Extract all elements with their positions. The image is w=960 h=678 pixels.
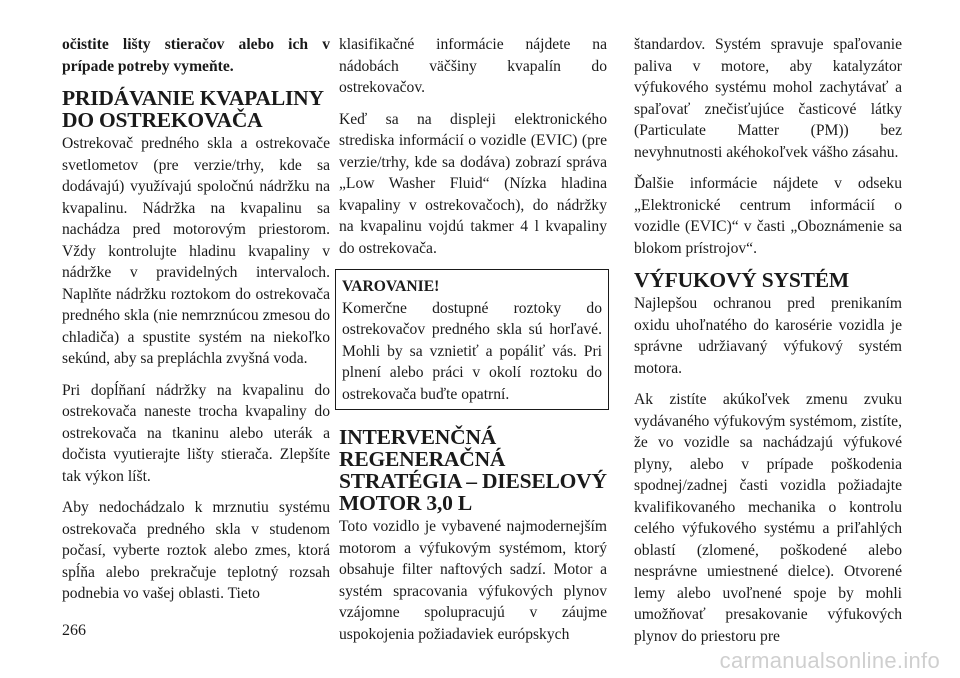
paragraph: Aby nedochádzalo k mrznutiu systému ostrekovača predného skla v studenom počasí, vyberte roztok alebo zmes, ktorá spĺňa alebo prekračuje teplotný rozsah podnebia vo vašej oblasti. Tieto: [62, 499, 330, 602]
paragraph: Ak zistíte akúkoľvek zmenu zvuku vydávaného výfukovým systémom, zistíte, že vo vozidle sa nachádzajú výfukové plyny, alebo v prípade poškodenia spodnej/zadnej časti vozidla požiadajte kvalifikovaného mechanika o kontrolu celého výfukového systému a priľahlých oblastí (zlomené, poškodené alebo nesprávne umiestnené dielce). Otvorené lemy alebo uvoľnené spoje by mohli umožňovať presakovanie výfukových plynov do priestoru pre: [634, 391, 902, 645]
paragraph: Ostrekovač predného skla a ostrekovače svetlometov (pre verzie/trhy, kde sa dodávajú) využívajú spoločnú nádržku na kvapalinu. Nádržka na kvapalinu sa nachádza pred motorovým priestorom. Vždy kontrolujte hladinu kvapaliny v nádržke v pravidelných intervaloch. Naplňte nádržku roztokom do ostrekovača predného skla (nie nemrznúcou zmesou do chladiča) a spustite systém na niekoľko sekúnd, aby sa prepláchla zvyšná voda.: [62, 135, 330, 367]
warning-title: VAROVANIE!: [342, 278, 440, 295]
paragraph: Ďalšie informácie nájdete v odseku „Elektronické centrum informácií o vozidle (EVIC)“ v časti „Oboznámenie sa blokom prístrojov“.: [634, 175, 902, 257]
section-heading-washer-fluid: PRIDÁVANIE KVAPALINY DO OSTREKOVAČA: [62, 86, 324, 132]
column-left: [62, 34, 330, 615]
paragraph: Keď sa na displeji elektronického strediska informácií o vozidle (EVIC) (pre verzie/trhy, kde sa dodáva) zobrazí správa „Low Washer Fluid“ (Nízka hladina kvapaliny v ostrekovačoch), do nádržky na kvapalinu vojdú takmer 4 l kvapaliny do ostrekovača.: [339, 110, 607, 257]
section-heading-regeneration: INTERVENČNÁ REGENERAČNÁ STRATÉGIA – DIESELOVÝ MOTOR 3,0 L: [339, 425, 607, 515]
warning-text: Komerčne dostupné roztoky do ostrekovačov predného skla sú horľavé. Mohli by sa vznietiť a popáliť vás. Pri plnení alebo práci v okolí roztoku do ostrekovača buďte opatrní.: [342, 299, 602, 403]
watermark-text: carmanualsonline.info: [719, 648, 940, 673]
page-number: 266: [62, 622, 86, 639]
column-right: [634, 34, 902, 657]
lead-text: očistite lišty stieračov alebo ich v prípade potreby vymeňte.: [62, 36, 330, 75]
column-middle: [339, 34, 607, 655]
section-heading-exhaust: VÝFUKOVÝ SYSTÉM: [634, 268, 850, 292]
paragraph: Pri dopĺňaní nádržky na kvapalinu do ostrekovača naneste trocha kvapaliny do ostrekovača na tkaninu alebo uterák a dočista vyutierajte lišty stierača. Zlepšíte tak výkon líšt.: [62, 381, 330, 485]
paragraph: štandardov. Systém spravuje spaľovanie paliva v motore, aby katalyzátor výfukového systému mohol zachytávať a spaľovať znečisťujúce časticové látky (Particulate Matter (PM)) bez nevyhnutnosti akéhokoľvek vášho zásahu.: [634, 36, 902, 161]
paragraph: klasifikačné informácie nájdete na nádobách väčšiny kvapalín do ostrekovačov.: [339, 36, 607, 96]
paragraph: Toto vozidlo je vybavené najmodernejším motorom a výfukovým systémom, ktorý obsahuje filter naftových sadzí. Motor a systém spracovania výfukových plynov vzájomne spolupracujú v záujme uspokojenia požiadaviek európskych: [339, 518, 607, 643]
warning-box: [335, 269, 609, 410]
paragraph: Najlepšou ochranou pred prenikaním oxidu uhoľnatého do karosérie vozidla je správne udržiavaný výfukový systém motora.: [634, 295, 902, 377]
